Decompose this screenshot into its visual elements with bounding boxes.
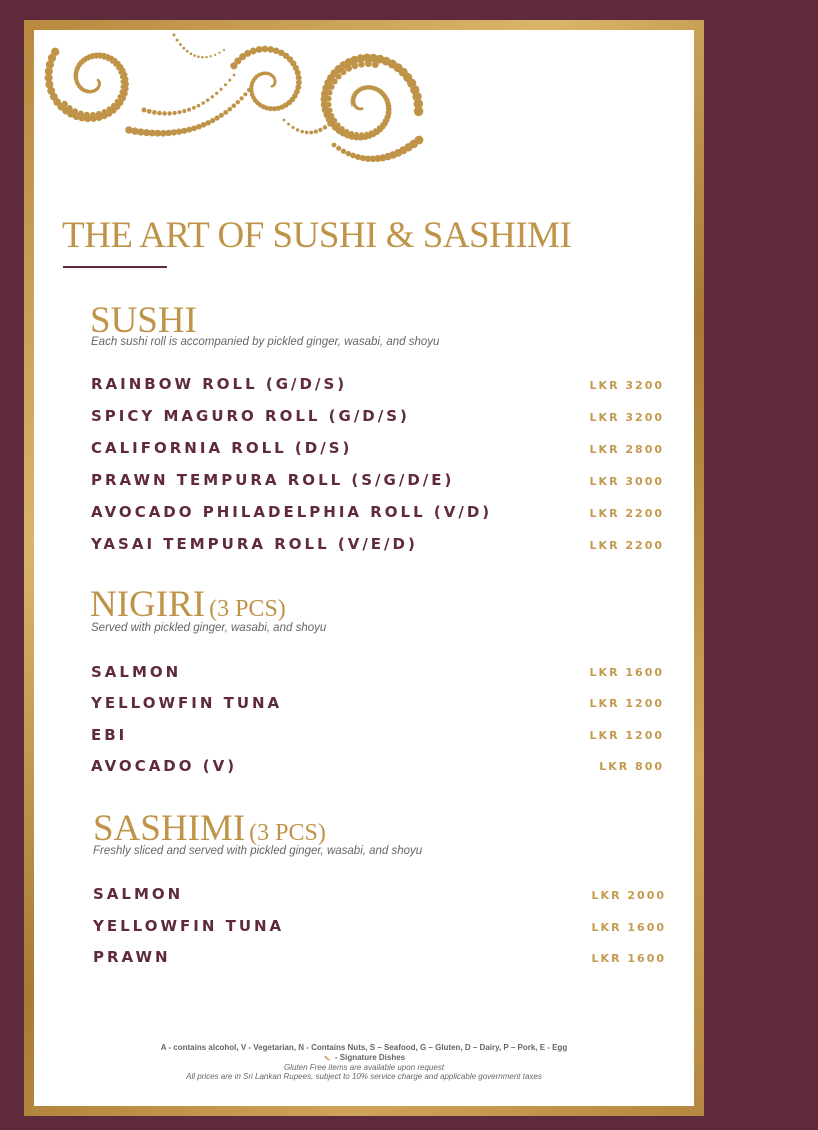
ornament-dot — [192, 106, 196, 110]
ornament-dot — [335, 73, 341, 79]
ornament-dot — [84, 90, 87, 93]
ornament-dot — [352, 93, 354, 95]
section-title: NIGIRI — [90, 584, 206, 625]
ornament-dot — [386, 103, 390, 107]
ornament-dot — [350, 98, 352, 100]
ornament-dot — [182, 47, 185, 50]
ornament-dot — [157, 111, 162, 116]
ornament-dot — [309, 130, 313, 134]
ornament-dot — [314, 130, 318, 134]
ornament-dot — [236, 100, 240, 104]
ornament-dot — [172, 111, 176, 115]
ornament-dot — [336, 146, 341, 151]
ornament-dot — [370, 86, 373, 89]
menu-item-name: AVOCADO (V) — [91, 757, 238, 775]
ornament-dot — [358, 87, 361, 90]
ornament-dot — [120, 84, 125, 89]
ornament-dot — [267, 46, 274, 53]
ornament-dot — [386, 111, 390, 115]
menu-title: THE ART OF SUSHI & SASHIMI — [62, 215, 572, 256]
ornament-dot — [350, 100, 352, 102]
ornament-dot — [201, 56, 204, 59]
ornament-dot — [287, 123, 290, 126]
ornament-dot — [113, 62, 118, 67]
ornament-dot — [323, 125, 327, 129]
ornament-dot — [262, 46, 269, 53]
ornament-dot — [239, 96, 243, 100]
ornament-dot — [344, 129, 349, 134]
ornament-dot — [384, 115, 388, 119]
ornament-dot — [364, 132, 369, 137]
ornament-dot — [305, 131, 309, 135]
ornament-dot — [179, 43, 182, 46]
ornament-dot — [349, 131, 354, 136]
menu-item-price: LKR 2000 — [591, 889, 666, 902]
ornament-dot — [318, 128, 322, 132]
ornament-dot — [414, 107, 424, 117]
menu-item-price: LKR 3200 — [589, 411, 664, 424]
menu-item-name: SALMON — [93, 885, 184, 903]
ornament-dot — [177, 110, 181, 114]
ornament-dot — [332, 143, 337, 148]
menu-item-name: SALMON — [91, 663, 182, 681]
ornament-dot — [94, 55, 98, 59]
menu-item-price: LKR 1200 — [589, 729, 664, 742]
ornament-dot — [365, 60, 372, 67]
ornament-dot — [335, 122, 340, 127]
section-title: SASHIMI — [93, 808, 246, 849]
ornament-dot — [346, 65, 352, 71]
chili-pepper-icon — [323, 1055, 332, 1061]
ornament-dot — [115, 99, 120, 104]
ornament-dot — [119, 89, 124, 94]
menu-item-price: LKR 3200 — [589, 379, 664, 392]
signature-legend — [34, 1054, 694, 1062]
section-heading-nigiri — [90, 586, 286, 623]
ornament-dot — [386, 107, 390, 111]
ornament-dot — [300, 130, 304, 134]
ornament-dot — [102, 109, 108, 115]
menu-item-name: RAINBOW ROLL (G/D/S) — [91, 375, 348, 393]
ornament-dot — [358, 61, 365, 68]
menu-item-price: LKR 2200 — [589, 539, 664, 552]
ornament-dot — [327, 108, 333, 114]
ornament-dot — [205, 56, 207, 58]
ornament-dot — [215, 92, 218, 95]
ornament-dot — [167, 111, 171, 115]
ornament-dot — [230, 62, 237, 69]
ornament-dot — [93, 90, 95, 92]
ornament-dot — [211, 95, 214, 98]
menu-item-price: LKR 1600 — [591, 952, 666, 965]
ornament-dot — [75, 79, 78, 82]
ornament-dot — [75, 76, 78, 79]
ornament-dot — [66, 105, 72, 111]
section-note-sashimi: Freshly sliced and served with pickled ginger, wasabi, and shoyu — [93, 845, 423, 857]
ornament-dot — [326, 102, 332, 108]
ornament-dot — [75, 70, 78, 73]
ornament-dot — [187, 108, 191, 112]
ornament-dot — [111, 103, 117, 109]
ornament-dot — [376, 88, 379, 91]
ornament-dot — [190, 52, 193, 55]
ornament-dot — [120, 74, 125, 79]
ornament-dot — [329, 84, 335, 90]
ornament-dot — [197, 104, 201, 108]
ornament-dot — [233, 74, 236, 77]
ornament-dot — [354, 91, 357, 94]
ornament-dot — [283, 119, 286, 122]
ornament-dot — [197, 55, 200, 58]
ornament-dot — [326, 96, 332, 102]
ornament-dot — [372, 61, 379, 68]
menu-item-name: SPICY MAGURO ROLL (G/D/S) — [91, 407, 410, 425]
ornament-dot — [223, 49, 225, 51]
ornament-dot — [243, 92, 247, 96]
ornament-dot — [87, 90, 90, 93]
ornament-dot — [98, 55, 102, 59]
ornament-dot — [364, 85, 367, 88]
ornament-dot — [292, 126, 295, 129]
ornament-dot — [218, 52, 220, 54]
ornament-dot — [210, 55, 212, 57]
menu-item-name: PRAWN TEMPURA ROLL (S/G/D/E) — [91, 471, 455, 489]
ornament-dot — [102, 55, 106, 59]
menu-item-price: LKR 800 — [599, 760, 664, 773]
ornament-dot — [380, 122, 384, 126]
ornament-dot — [351, 95, 353, 97]
ornament-dot — [341, 149, 346, 154]
menu-item-name: AVOCADO PHILADELPHIA ROLL (V/D) — [91, 503, 493, 521]
ornament-dot — [173, 34, 176, 37]
menu-item-price: LKR 2200 — [589, 507, 664, 520]
ornament-dot — [152, 110, 157, 115]
menu-item-price: LKR 1200 — [589, 697, 664, 710]
ornament-dot — [356, 89, 359, 92]
section-title-suffix: (3 PCS) — [249, 820, 326, 846]
ornament-dot — [206, 98, 210, 102]
ornament-dot — [107, 106, 113, 112]
menu-item-price: LKR 1600 — [589, 666, 664, 679]
ornament-dot — [223, 110, 228, 115]
ornament-dot — [76, 67, 80, 71]
ornament-dot — [118, 70, 123, 75]
ornament-dot — [361, 86, 364, 89]
ornament-dot — [373, 86, 376, 89]
ornament-dot — [256, 46, 263, 53]
ornament-dot — [373, 128, 378, 133]
menu-item-name: CALIFORNIA ROLL (D/S) — [91, 439, 353, 457]
menu-item-name: YASAI TEMPURA ROLL (V/E/D) — [91, 535, 418, 553]
section-note-nigiri: Served with pickled ginger, wasabi, and shoyu — [91, 622, 327, 634]
title-underline — [63, 266, 167, 268]
ornament-dot — [106, 57, 110, 61]
ornament-dot — [110, 59, 115, 64]
menu-item-name: YELLOWFIN TUNA — [93, 917, 285, 935]
menu-item-price: LKR 3000 — [589, 475, 664, 488]
menu-page — [34, 30, 694, 1106]
allergen-legend: A - contains alcohol, V - Vegetarian, N - Contains Nuts, S – Seafood, G – Gluten, D – Dairy, P – Pork, E - Egg — [160, 1043, 568, 1052]
ornament-dot — [121, 79, 126, 84]
gold-dot-ornament-icon — [34, 30, 434, 180]
ornament-dot — [369, 130, 374, 135]
ornament-dot — [117, 94, 122, 99]
section-heading-sashimi — [93, 810, 326, 847]
ornament-dot — [339, 126, 344, 131]
ornament-dot — [116, 66, 121, 71]
ornament-dot — [215, 115, 220, 120]
section-title: SUSHI — [90, 300, 197, 341]
ornament-dot — [162, 111, 167, 116]
section-note-sushi: Each sushi roll is accompanied by pickled ginger, wasabi, and shoyu — [91, 336, 440, 348]
ornament-dot — [51, 48, 59, 56]
ornament-dot — [340, 69, 346, 75]
ornament-dot — [227, 107, 232, 112]
ornament-dot — [415, 136, 424, 145]
ornament-dot — [210, 118, 215, 123]
ornament-dot — [176, 39, 179, 42]
ornament-dot — [90, 112, 96, 118]
ornament-dot — [332, 78, 338, 84]
ornament-dot — [77, 82, 80, 85]
ornament-dot — [86, 57, 90, 61]
ornament-dot — [232, 104, 237, 109]
ornament-dot — [296, 128, 299, 131]
ornament-dot — [182, 109, 186, 113]
ornament-dot — [96, 111, 102, 117]
ornament-dot — [91, 91, 93, 93]
section-title-suffix: (3 PCS) — [209, 596, 286, 622]
ornament-dot — [350, 102, 352, 104]
menu-item-name: YELLOWFIN TUNA — [91, 694, 283, 712]
ornament-dot — [61, 101, 67, 107]
ornament-dot — [354, 132, 359, 137]
ornament-dot — [193, 54, 196, 57]
ornament-dot — [186, 50, 189, 53]
ornament-dot — [377, 125, 381, 129]
ornament-dot — [224, 83, 227, 86]
menu-item-name: EBI — [91, 726, 128, 744]
ornament-dot — [383, 95, 387, 99]
ornament-dot — [84, 112, 90, 118]
ornament-dot — [379, 90, 382, 93]
ornament-dot — [359, 132, 364, 137]
ornament-dot — [385, 99, 389, 103]
signature-legend-text: - Signature Dishes — [334, 1053, 406, 1062]
ornament-dot — [367, 85, 370, 88]
ornament-dot — [352, 63, 359, 70]
ornament-dot — [327, 122, 332, 127]
ornament-dot — [78, 111, 84, 117]
ornament-dot — [201, 101, 205, 105]
ornament-dot — [273, 48, 280, 55]
menu-item-price: LKR 2800 — [589, 443, 664, 456]
ornament-dot — [351, 105, 353, 107]
ornament-dot — [72, 108, 78, 114]
ornament-dot — [228, 79, 231, 82]
menu-item-price: LKR 1600 — [591, 921, 666, 934]
ornament-dot — [147, 109, 152, 114]
ornament-dot — [75, 73, 78, 76]
ornament-dot — [219, 113, 224, 118]
gluten-note: Gluten Free items are available upon request — [283, 1063, 445, 1072]
ornament-dot — [332, 118, 337, 123]
ornament-dot — [90, 55, 94, 59]
prices-note: All prices are in Sri Lankan Rupees, subject to 10% service charge and applicable government taxes — [186, 1072, 542, 1081]
ornament-dot — [83, 59, 87, 63]
ornament-dot — [214, 54, 216, 56]
ornament-dot — [89, 91, 91, 93]
ornament-dot — [142, 108, 147, 113]
ornament-dot — [381, 92, 385, 96]
ornament-dot — [383, 119, 387, 123]
ornament-dot — [346, 151, 352, 157]
ornament-dot — [220, 88, 223, 91]
section-heading-sushi — [90, 302, 197, 339]
ornament-dot — [327, 90, 333, 96]
menu-item-name: PRAWN — [93, 948, 171, 966]
